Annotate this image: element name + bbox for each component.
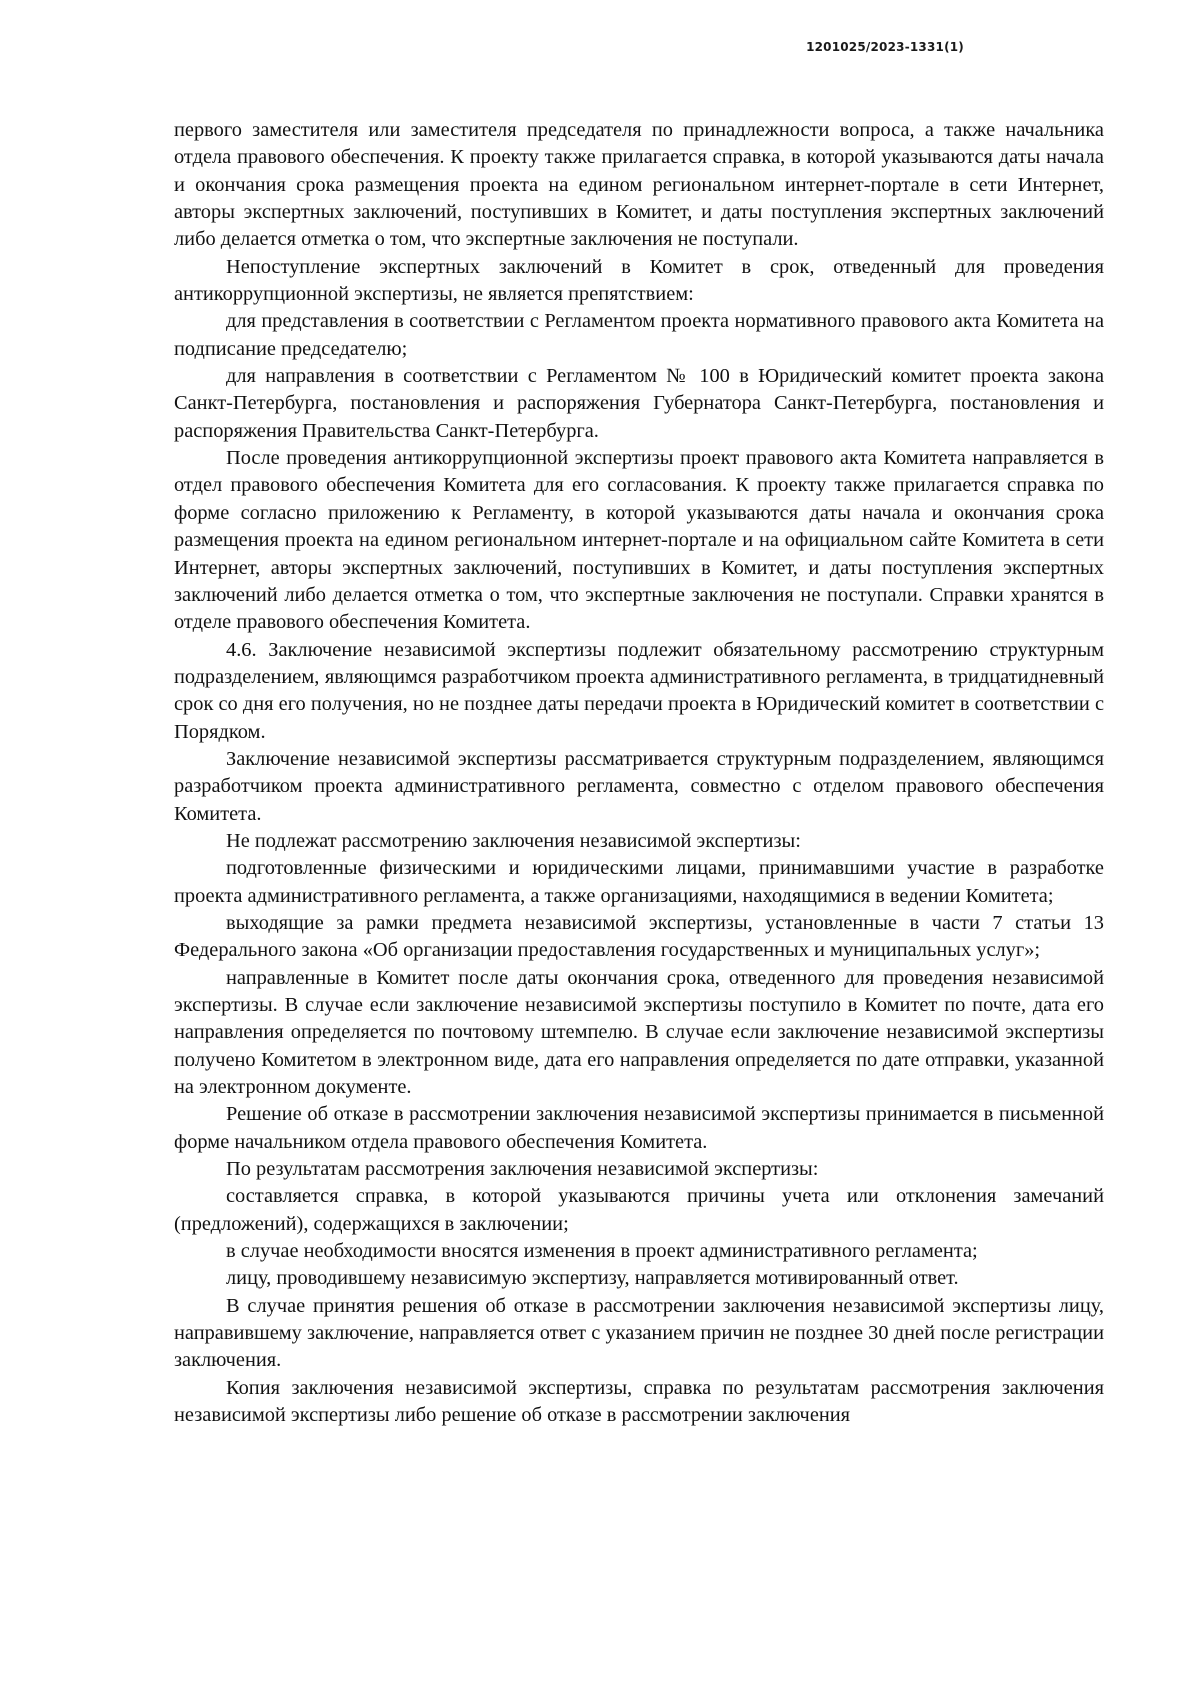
paragraph: направленные в Комитет после даты окончания срока, отведенного для проведения независимой экспертизы. В случае если заключение независимой экспертизы поступило в Комитет по почте, дата его направления определяется по почтовому штемпелю. В случае если заключение независимой экспертизы получено Комитетом в электронном виде, дата его направления определяется по дате отправки, указанной на электронном документе. bbox=[174, 966, 1104, 1099]
paragraph: выходящие за рамки предмета независимой экспертизы, установленные в части 7 статьи 13 Федерального закона «Об организации предоставления государственных и муниципальных услуг»; bbox=[174, 911, 1104, 962]
paragraph: После проведения антикоррупционной экспертизы проект правового акта Комитета направляется в отдел правового обеспечения Комитета для его согласования. К проекту также прилагается справка по форме согласно приложению к Регламенту, в которой указываются даты начала и окончания срока размещения проекта на едином региональном интернет-портале и на официальном сайте Комитета в сети Интернет, авторы экспертных заключений, поступивших в Комитет, и даты поступления экспертных заключений либо делается отметка о том, что экспертные заключения не поступали. Справки хранятся в отделе правового обеспечения Комитета. bbox=[174, 447, 1104, 634]
paragraph: Решение об отказе в рассмотрении заключения независимой экспертизы принимается в письменной форме начальником отдела правового обеспечения Комитета. bbox=[174, 1103, 1104, 1153]
paragraph: в случае необходимости вносятся изменения в проект административного регламента; bbox=[226, 1240, 978, 1263]
paragraph: Копия заключения независимой экспертизы, справка по результатам рассмотрения заключения независимой экспертизы либо решение об отказе в рассмотрении заключения bbox=[174, 1376, 1104, 1427]
paragraph: Непоступление экспертных заключений в Комитет в срок, отведенный для проведения антикоррупционной экспертизы, не является препятствием: bbox=[174, 255, 1104, 306]
document-registration-number: 1201025/2023-1331(1) bbox=[806, 40, 964, 54]
paragraph: По результатам рассмотрения заключения независимой экспертизы: bbox=[226, 1158, 819, 1181]
paragraph: составляется справка, в которой указываются причины учета или отклонения замечаний (предложений), содержащихся в заключении; bbox=[174, 1185, 1104, 1235]
paragraph: лицу, проводившему независимую экспертизу, направляется мотивированный ответ. bbox=[226, 1267, 959, 1290]
paragraph: Заключение независимой экспертизы рассматривается структурным подразделением, являющимся разработчиком проекта административного регламента, совместно с отделом правового обеспечения Комитета. bbox=[174, 747, 1104, 825]
document-body bbox=[174, 117, 1104, 1430]
paragraph-section-4-6: 4.6. Заключение независимой экспертизы подлежит обязательному рассмотрению структурным подразделением, являющимся разработчиком проекта административного регламента, в тридцатидневный срок со дня его получения, но не позднее даты передачи проекта в Юридический комитет в соответствии с Порядком. bbox=[174, 638, 1104, 743]
paragraph: В случае принятия решения об отказе в рассмотрении заключения независимой экспертизы лицу, направившему заключение, направляется ответ с указанием причин не позднее 30 дней после регистрации заключения. bbox=[174, 1294, 1104, 1372]
paragraph: подготовленные физическими и юридическими лицами, принимавшими участие в разработке проекта административного регламента, а также организациями, находящимися в ведении Комитета; bbox=[174, 857, 1104, 907]
paragraph-continuation: первого заместителя или заместителя председателя по принадлежности вопроса, а также начальника отдела правового обеспечения. К проекту также прилагается справка, в которой указываются даты начала и окончания срока размещения проекта на едином региональном интернет-портале в сети Интернет, авторы экспертных заключений, поступивших в Комитет, и даты поступления экспертных заключений либо делается отметка о том, что экспертные заключения не поступали. bbox=[174, 119, 1104, 251]
paragraph: для представления в соответствии с Регламентом проекта нормативного правового акта Комитета на подписание председателю; bbox=[174, 310, 1104, 360]
paragraph: для направления в соответствии с Регламентом № 100 в Юридический комитет проекта закона Санкт-Петербурга, постановления и распоряжения Губернатора Санкт-Петербурга, постановления и распоряжения Правительства Санкт-Петербурга. bbox=[174, 365, 1104, 442]
paragraph: Не подлежат рассмотрению заключения независимой экспертизы: bbox=[226, 829, 801, 852]
